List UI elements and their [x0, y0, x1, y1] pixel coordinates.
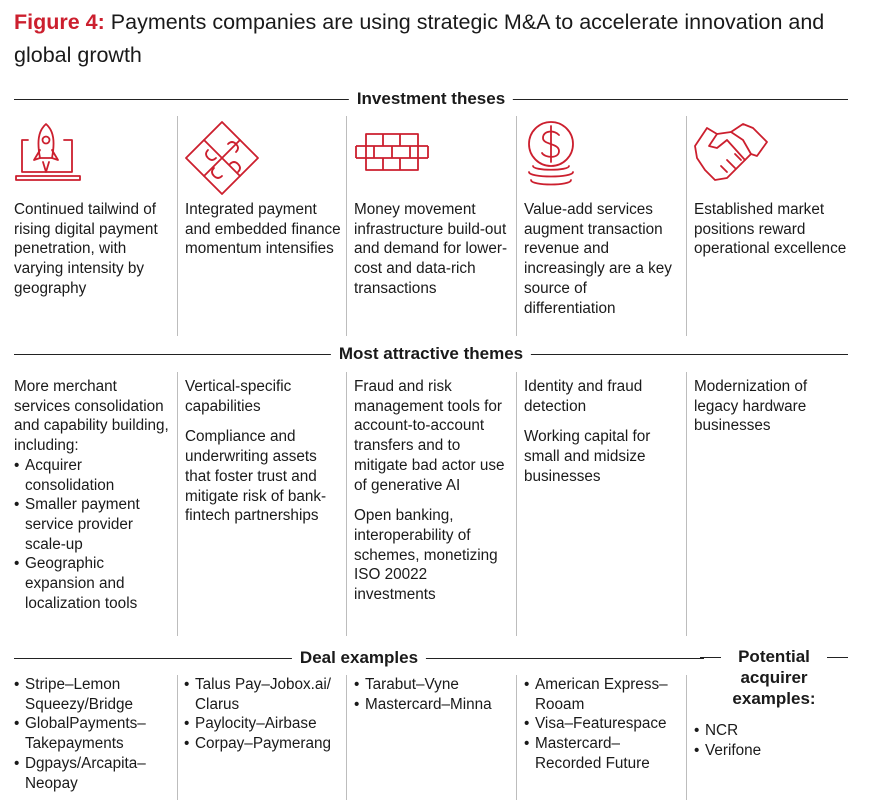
section-most-attractive-themes: [14, 343, 848, 365]
figure-title-text: Payments companies are using strategic M&A to accelerate innovation and global growth: [14, 10, 825, 67]
section-title: Most attractive themes: [331, 343, 531, 365]
column-divider: [686, 116, 687, 336]
theme-text: Vertical-specific capabilities: [185, 378, 292, 415]
column-divider: [177, 116, 178, 336]
acquirer-column: [694, 721, 854, 760]
theme-text: Identity and fraud detection: [524, 378, 643, 415]
dollar-coin-icon: [521, 118, 601, 198]
rocket-laptop-icon: [12, 118, 92, 198]
acquirer-list: [694, 721, 854, 760]
deal-list: [524, 675, 682, 774]
deal-column-3: [354, 675, 514, 714]
section-title: Deal examples: [292, 647, 426, 669]
column-divider: [346, 372, 347, 636]
thesis-text: Money movement infrastructure build-out and demand for lower-cost and data-rich transactions: [354, 201, 508, 297]
column-divider: [686, 372, 687, 636]
list-item: • Visa–Featurespace: [524, 714, 682, 734]
theme-column-1: [14, 377, 174, 613]
list-item: • Paylocity–Airbase: [184, 714, 336, 734]
theme-column-3: [354, 377, 512, 605]
figure-label: Figure 4:: [14, 10, 105, 34]
deal-column-1: [14, 675, 174, 793]
section-potential-acquirer: [700, 646, 848, 708]
list-item: • Mastercard–Recorded Future: [524, 734, 682, 773]
theme-bullet-list: [14, 456, 174, 614]
column-divider: [686, 675, 687, 800]
list-item: • Talus Pay–Jobox.ai/ Clarus: [184, 675, 336, 714]
theme-column-5: [694, 377, 854, 436]
deal-column-4: [524, 675, 682, 774]
theme-text: Modernization of legacy hardware businesses: [694, 378, 808, 435]
thesis-text: Established market positions reward operational excellence: [694, 201, 847, 258]
thesis-text: Continued tailwind of rising digital payment penetration, with varying intensity by geography: [14, 201, 158, 297]
theme-column-2: [185, 377, 345, 526]
theme-column-4: [524, 377, 684, 487]
column-divider: [516, 116, 517, 336]
handshake-icon: [691, 118, 771, 198]
list-item: • Acquirer consolidation: [14, 456, 174, 495]
list-item: • Verifone: [694, 741, 854, 761]
deal-list: [354, 675, 514, 714]
section-title: Potential acquirer examples:: [721, 646, 827, 709]
column-divider: [516, 372, 517, 636]
theme-text: Working capital for small and midsize businesses: [524, 428, 651, 485]
column-divider: [346, 116, 347, 336]
column-divider: [177, 675, 178, 800]
list-item: • Stripe–Lemon Squeezy/Bridge: [14, 675, 174, 714]
theme-intro: More merchant services consolidation and capability building, including:: [14, 378, 169, 455]
thesis-text: Integrated payment and embedded finance momentum intensifies: [185, 201, 341, 258]
theme-text: Open banking, interoperability of schemes, monetizing ISO 20022 investments: [354, 507, 498, 604]
theme-text: Compliance and underwriting assets that foster trust and mitigate risk of bank-fintech partnerships: [185, 428, 327, 525]
theme-text: Fraud and risk management tools for account-to-account transfers and to mitigate bad actor use of generative AI: [354, 378, 505, 494]
list-item: • Tarabut–Vyne: [354, 675, 514, 695]
list-item: • Dgpays/Arcapita–Neopay: [14, 754, 174, 793]
list-item: • NCR: [694, 721, 854, 741]
section-title: Investment theses: [349, 88, 513, 110]
column-divider: [346, 675, 347, 800]
list-item: • Geographic expansion and localization tools: [14, 554, 174, 613]
deal-list: [14, 675, 174, 793]
deal-list: [184, 675, 336, 754]
list-item: • Corpay–Paymerang: [184, 734, 336, 754]
list-item: • American Express–Rooam: [524, 675, 682, 714]
brick-wall-icon: [352, 118, 432, 198]
deal-column-2: [184, 675, 336, 754]
list-item: • GlobalPayments–Takepayments: [14, 714, 174, 753]
column-divider: [516, 675, 517, 800]
puzzle-icon: [182, 118, 262, 198]
section-deal-examples: [14, 647, 704, 669]
thesis-text: Value-add services augment transaction revenue and increasingly are a key source of differentiation: [524, 201, 672, 317]
list-item: • Mastercard–Minna: [354, 695, 514, 715]
column-divider: [177, 372, 178, 636]
list-item: • Smaller payment service provider scale-up: [14, 495, 174, 554]
figure-title: [14, 6, 864, 72]
section-investment-theses: [14, 88, 848, 110]
